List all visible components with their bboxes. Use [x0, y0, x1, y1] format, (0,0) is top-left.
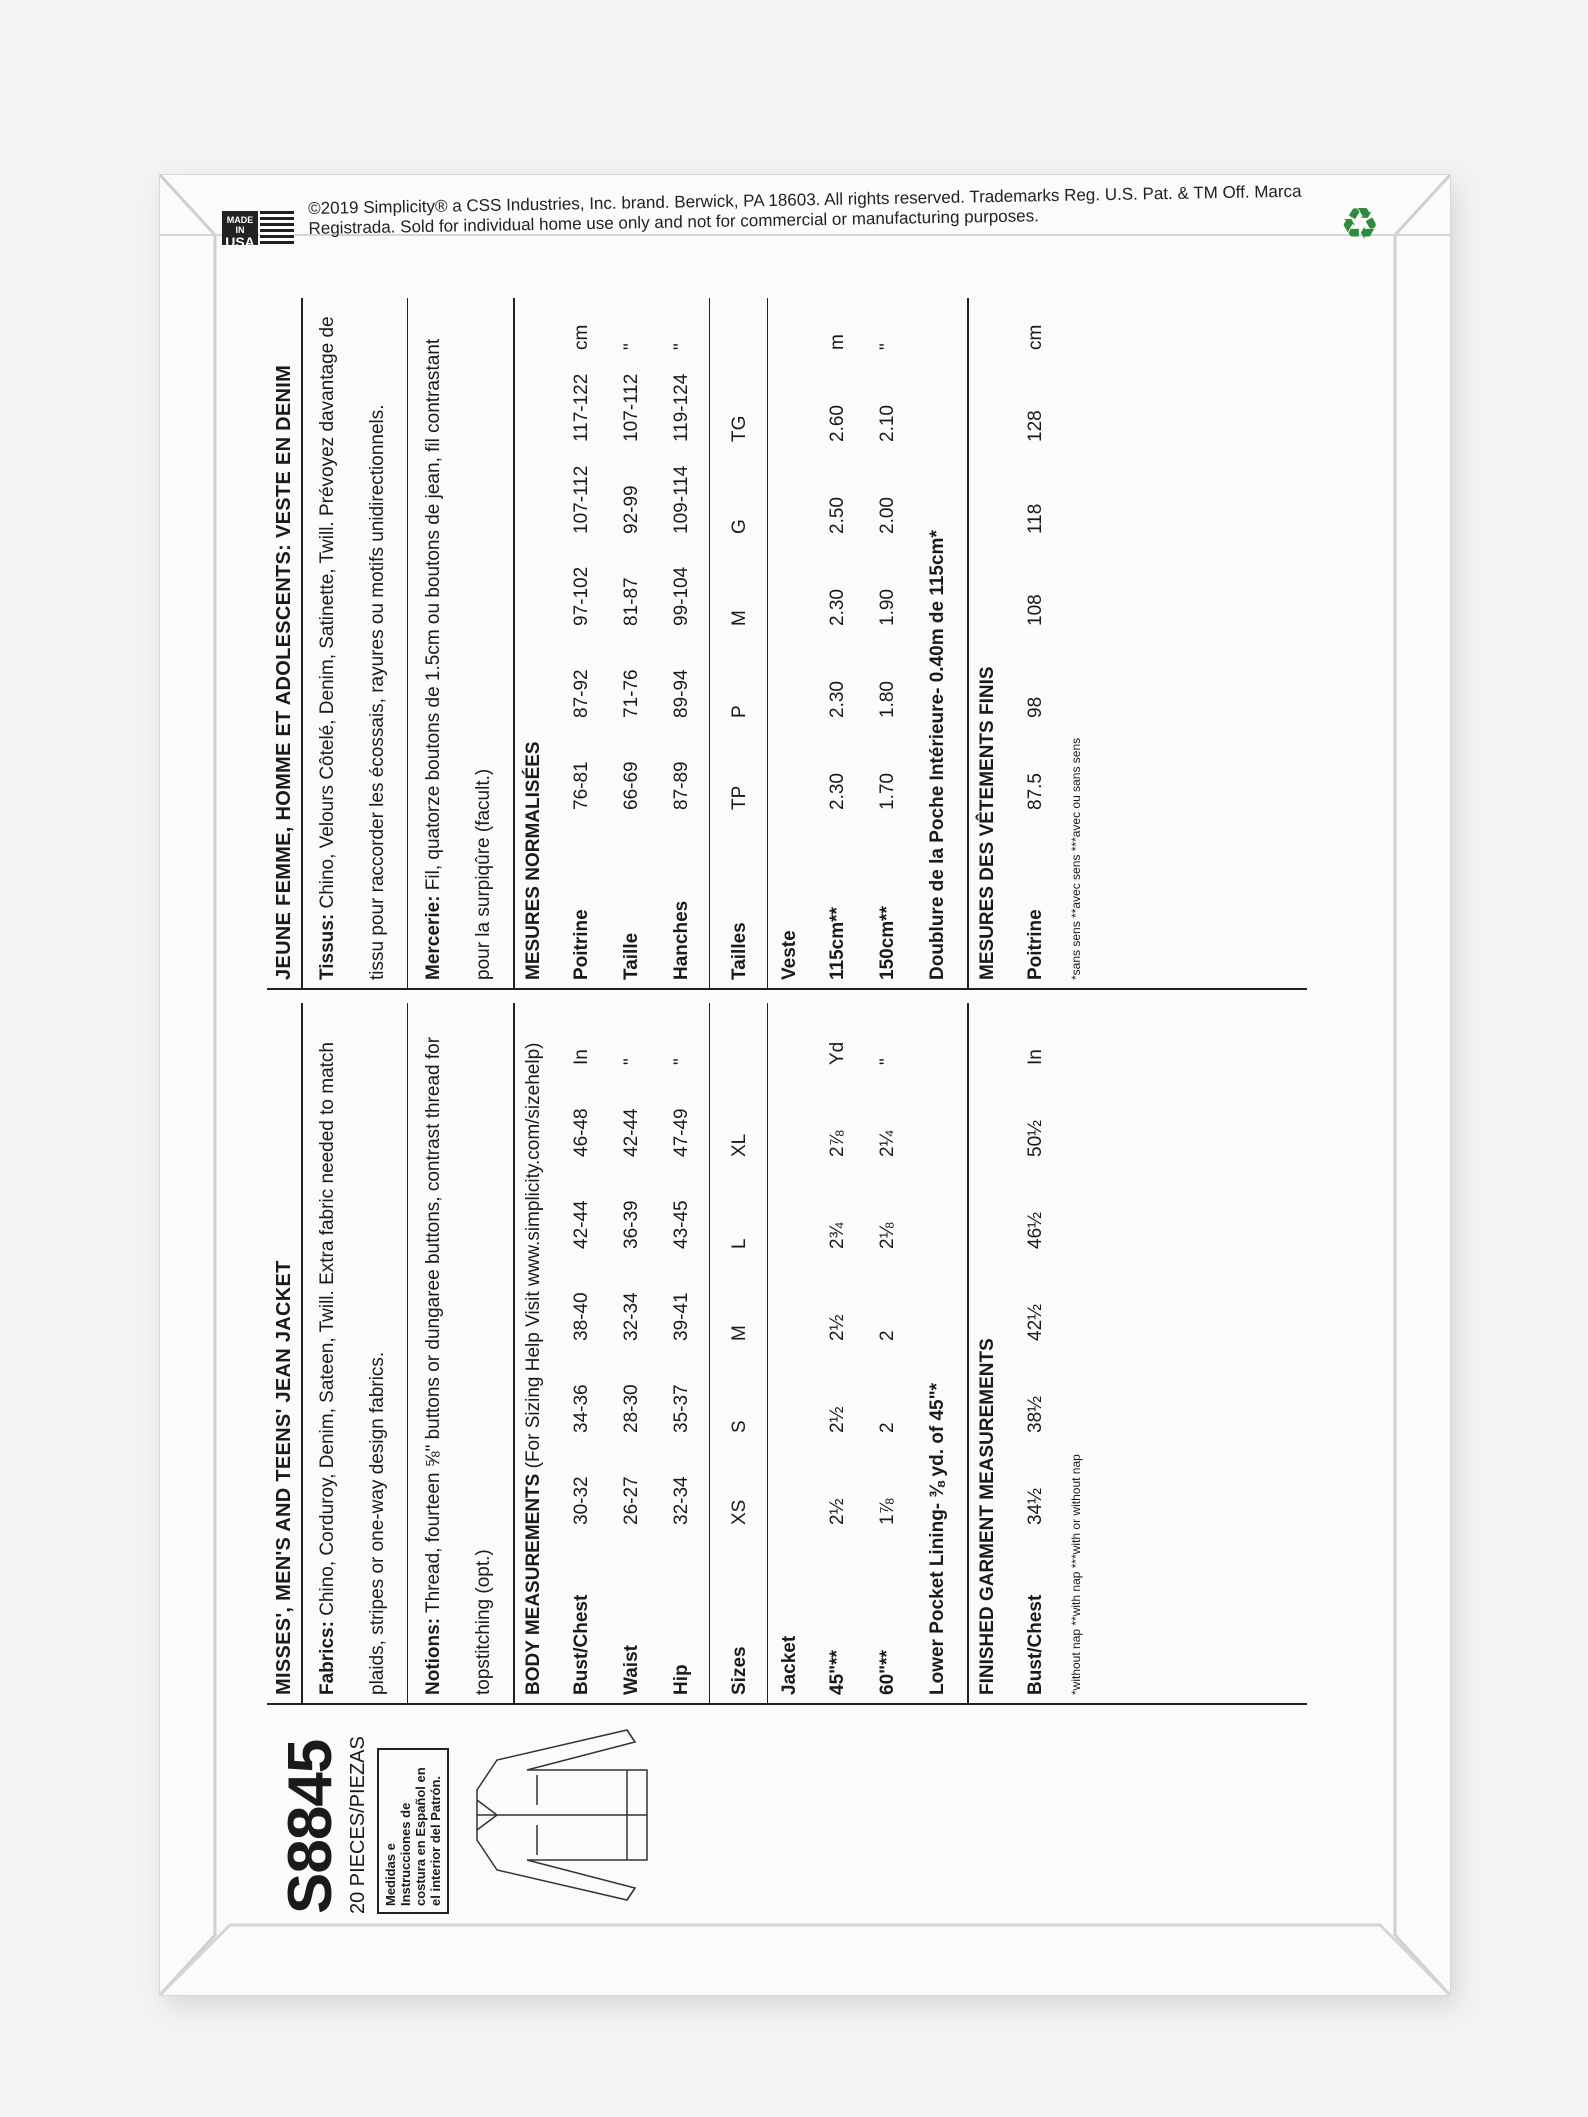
table-row	[863, 310, 913, 980]
table-cell: 32-34	[671, 1476, 692, 1525]
table-cell: XS	[729, 1499, 750, 1525]
mesures-finis-heading: MESURES DES VÊTEMENTS FINIS	[977, 666, 998, 980]
table-row	[813, 1025, 863, 1695]
made-in-text: MADE IN	[226, 215, 254, 235]
tissus-text	[303, 300, 403, 980]
unit-cell: "	[671, 1058, 692, 1065]
unit-cell: In	[1025, 1049, 1046, 1065]
table-cell: 42½	[1025, 1304, 1046, 1341]
copyright-strip	[222, 181, 1402, 251]
table-cell: 2.60	[827, 405, 848, 442]
table-cell: 107-112	[571, 465, 592, 534]
copyright-text: ©2019 Simplicity® a CSS Industries, Inc. brand. Berwick, PA 18603. All rights reserved. Trademarks Reg. U.S. Pat. & TM Off. Marca Registrada. Sold for individual home use only and not for commercial or manufacturing purposes.	[308, 181, 1302, 238]
table-cell: L	[729, 1238, 750, 1249]
table-cell: 2.30	[827, 773, 848, 810]
table-cell: 2.30	[827, 589, 848, 626]
mesures-heading: MESURES NORMALISÉES	[523, 741, 544, 980]
body-measurements-heading	[523, 1043, 545, 1695]
fabrics-text	[303, 1015, 403, 1695]
table-cell: 47-49	[671, 1108, 692, 1157]
table-row	[557, 310, 607, 980]
row-label: Tailles	[729, 922, 750, 980]
table-cell: 2	[877, 1422, 898, 1433]
row-label: Sizes	[729, 1646, 750, 1695]
table-cell: 46-48	[571, 1108, 592, 1157]
table-cell: 2½	[827, 1314, 848, 1341]
french-finished-table	[1011, 310, 1061, 980]
english-body-table	[557, 1025, 707, 1695]
table-cell: 2⅛	[877, 1222, 898, 1249]
row-label: Hanches	[671, 900, 692, 980]
body-help-text: (For Sizing Help Visit www.simplicity.com/sizehelp)	[523, 1042, 544, 1469]
table-cell: 2.10	[877, 405, 898, 442]
unit-cell: "	[877, 343, 898, 350]
recycle-icon: ♻	[1340, 200, 1380, 249]
table-cell: 2	[877, 1330, 898, 1341]
table-row	[607, 310, 657, 980]
table-row	[657, 1025, 707, 1695]
table-cell: 89-94	[671, 669, 692, 718]
unit-cell: "	[621, 1058, 642, 1065]
pattern-info-rotated	[267, 300, 1307, 1920]
french-sizes-table	[715, 310, 765, 980]
table-row	[657, 310, 707, 980]
table-cell: 35-37	[671, 1384, 692, 1433]
table-cell: 28-30	[621, 1384, 642, 1433]
table-cell: 38-40	[571, 1292, 592, 1341]
table-row	[1011, 1025, 1061, 1695]
table-row	[557, 1025, 607, 1695]
table-cell: 32-34	[621, 1292, 642, 1341]
table-cell: 36-39	[621, 1200, 642, 1249]
table-cell: 39-41	[671, 1292, 692, 1341]
unit-cell	[715, 310, 765, 350]
jacket-label: Jacket	[779, 1635, 800, 1695]
tissus-label: Tissus:	[317, 913, 338, 980]
veste-label: Veste	[779, 930, 800, 980]
table-cell: 38½	[1025, 1396, 1046, 1433]
table-cell: 2½	[827, 1406, 848, 1433]
table-cell: 92-99	[621, 485, 642, 534]
table-cell: 1.80	[877, 681, 898, 718]
row-label: Poitrine	[1025, 909, 1046, 980]
notions-value: Thread, fourteen ⅝" buttons or dungaree buttons, contrast thread for topstitching (opt.)	[423, 1036, 494, 1695]
row-label: Waist	[621, 1645, 642, 1695]
unit-cell: cm	[1025, 324, 1046, 350]
table-cell: 108	[1025, 594, 1046, 626]
table-cell: 87-92	[571, 669, 592, 718]
table-cell: 2.30	[827, 681, 848, 718]
unit-cell: cm	[571, 324, 592, 350]
notions-label: Notions:	[423, 1617, 444, 1695]
french-yardage-table	[813, 310, 913, 980]
table-cell: 34-36	[571, 1384, 592, 1433]
english-sizes-table	[715, 1025, 765, 1695]
english-title: MISSES', MEN'S AND TEENS' JEAN JACKET	[273, 1260, 295, 1695]
lining-text: Lower Pocket Lining- ⅜ yd. of 45"*	[927, 1382, 948, 1695]
fabrics-value: Chino, Corduroy, Denim, Sateen, Twill. Extra fabric needed to match plaids, stripes or one-way design fabrics.	[317, 1042, 388, 1695]
row-label: 60"**	[877, 1650, 898, 1695]
jacket-line-drawing	[457, 1720, 657, 1910]
row-label: Hip	[671, 1664, 692, 1695]
table-cell: 2¾	[827, 1222, 848, 1249]
row-label: 45"**	[827, 1650, 848, 1695]
row-label: 115cm**	[827, 907, 848, 980]
table-cell: 2.50	[827, 497, 848, 534]
table-cell: 1⅞	[877, 1498, 898, 1525]
table-cell: P	[729, 705, 750, 718]
table-cell: 30-32	[571, 1476, 592, 1525]
table-cell: 42-44	[571, 1200, 592, 1249]
tissus-value: Chino, Velours Côtelé, Denim, Satinette, Twill. Prévoyez davantage de tissu pour raccorder les écossais, rayures ou motifs unidirectionnels.	[317, 316, 388, 980]
table-cell: 1.90	[877, 589, 898, 626]
table-cell: 50½	[1025, 1120, 1046, 1157]
table-row	[715, 310, 765, 980]
unit-cell: In	[571, 1049, 592, 1065]
table-cell: S	[729, 1420, 750, 1433]
row-label: Bust/Chest	[571, 1594, 592, 1695]
table-cell: TP	[729, 785, 750, 810]
english-finished-table	[1011, 1025, 1061, 1695]
unit-cell: "	[671, 343, 692, 350]
table-cell: 2¼	[877, 1130, 898, 1157]
table-cell: 87-89	[671, 761, 692, 810]
pattern-id-strip	[267, 1710, 1307, 1920]
french-footnote: *sans sens **avec sens ***avec ou sans sens	[1069, 737, 1083, 980]
table-cell: 109-114	[671, 465, 692, 534]
unit-cell: Yd	[827, 1041, 848, 1065]
table-cell: M	[729, 610, 750, 626]
table-cell: G	[729, 519, 750, 534]
table-cell: 128	[1025, 410, 1046, 442]
table-row	[863, 1025, 913, 1695]
table-cell: 46½	[1025, 1212, 1046, 1249]
table-cell: 98	[1025, 696, 1046, 718]
table-cell: 66-69	[621, 761, 642, 810]
unit-cell: m	[827, 334, 848, 350]
pieces-count: 20 PIECES/PIEZAS	[347, 1736, 369, 1914]
unit-cell	[715, 1025, 765, 1065]
table-cell: 97-102	[571, 566, 592, 626]
mercerie-text	[409, 300, 509, 980]
mercerie-label: Mercerie:	[423, 895, 444, 980]
table-cell: 1.70	[877, 773, 898, 810]
table-row	[1011, 310, 1061, 980]
english-footnote: *without nap **with nap ***with or without nap	[1069, 1454, 1083, 1695]
table-cell: 42-44	[621, 1108, 642, 1157]
table-cell: 43-45	[671, 1200, 692, 1249]
row-label: Taille	[621, 932, 642, 980]
row-label: Bust/Chest	[1025, 1594, 1046, 1695]
table-cell: M	[729, 1325, 750, 1341]
english-yardage-table	[813, 1025, 913, 1695]
table-cell: 26-27	[621, 1476, 642, 1525]
table-row	[607, 1025, 657, 1695]
table-cell: 99-104	[671, 566, 692, 626]
table-cell: TG	[729, 415, 750, 442]
flag-icon	[260, 211, 294, 245]
table-cell: 107-112	[621, 373, 642, 442]
unit-cell: "	[877, 1058, 898, 1065]
usa-text: USA	[225, 234, 255, 250]
finished-heading: FINISHED GARMENT MEASUREMENTS	[977, 1338, 998, 1695]
french-body-table	[557, 310, 707, 980]
table-row	[813, 310, 863, 980]
made-in-usa-label	[222, 211, 296, 250]
doublure-text: Doublure de la Poche Intérieure- 0.40m de 115cm*	[927, 530, 948, 980]
table-cell: 87.5	[1025, 773, 1046, 810]
fabrics-label: Fabrics:	[317, 1621, 338, 1695]
table-cell: 76-81	[571, 761, 592, 810]
french-column	[267, 298, 1307, 990]
table-cell: XL	[729, 1133, 750, 1157]
row-label: Poitrine	[571, 909, 592, 980]
table-cell: 34½	[1025, 1488, 1046, 1525]
notions-text	[409, 1015, 509, 1695]
table-cell: 2.00	[877, 497, 898, 534]
english-column	[267, 1003, 1307, 1705]
row-label: 150cm**	[877, 906, 898, 980]
table-cell: 2⅞	[827, 1130, 848, 1157]
pattern-number: S8845	[276, 1739, 345, 1914]
table-cell: 71-76	[621, 669, 642, 718]
table-cell: 117-122	[571, 373, 592, 442]
body-head-text: BODY MEASUREMENTS	[523, 1473, 544, 1695]
table-row	[715, 1025, 765, 1695]
unit-cell: "	[621, 343, 642, 350]
table-cell: 119-124	[671, 373, 692, 442]
table-cell: 2½	[827, 1498, 848, 1525]
french-title: JEUNE FEMME, HOMME ET ADOLESCENTS: VESTE EN DENIM	[273, 364, 295, 980]
table-cell: 118	[1025, 503, 1046, 534]
mercerie-value: Fil, quatorze boutons de 1.5cm ou boutons de jean, fil contrastant pour la surpiqûre (facult.)	[423, 338, 494, 980]
table-cell: 81-87	[621, 577, 642, 626]
spanish-note: Medidas e Instrucciones de costura en Español en el interior del Patrón.	[377, 1748, 449, 1914]
